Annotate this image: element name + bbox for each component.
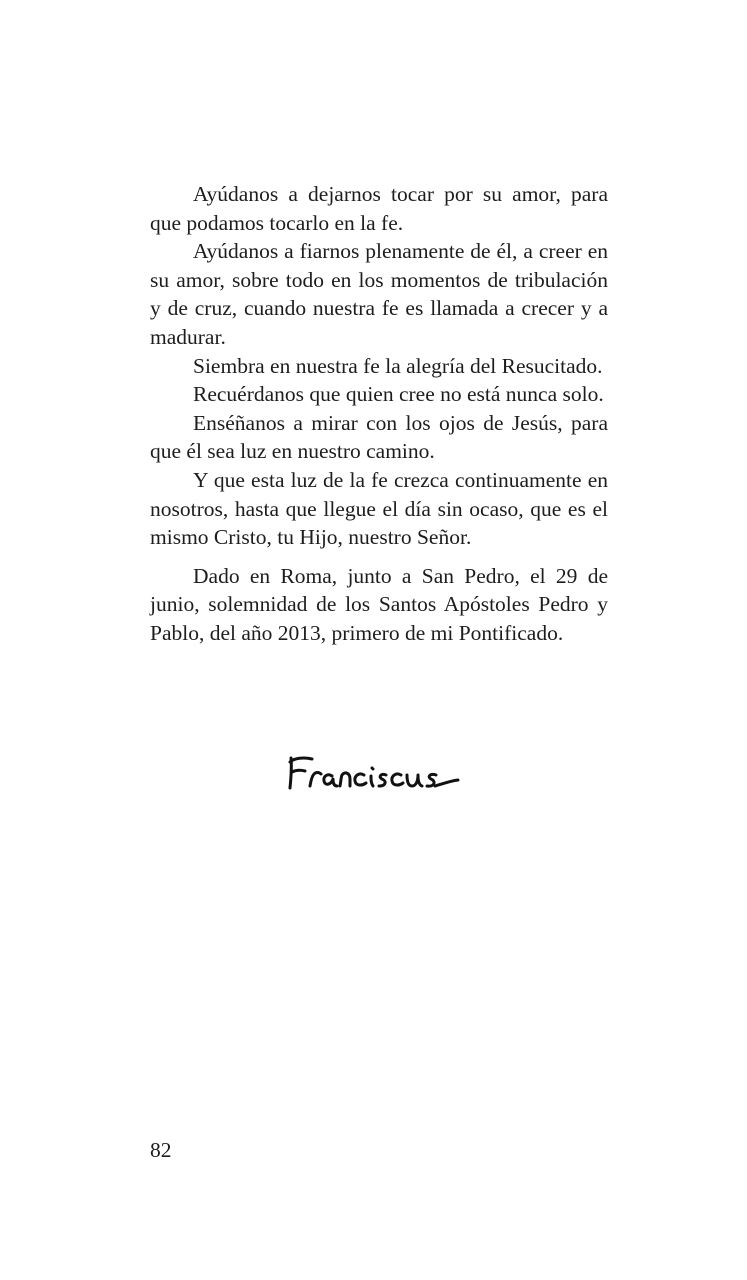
body-text xyxy=(150,180,608,648)
paragraph: Ayúdanos a fiarnos plenamente de él, a creer en su amor, sobre todo en los momentos de tribulación y de cruz, cuando nuestra fe es llamada a crecer y a madurar. xyxy=(150,239,608,349)
paragraph: Ayúdanos a dejarnos tocar por su amor, para que podamos tocarlo en la fe. xyxy=(150,182,608,235)
signature-graphic xyxy=(282,748,472,798)
page-number: 82 xyxy=(150,1138,172,1162)
closing-paragraph: Dado en Roma, junto a San Pedro, el 29 de junio, solemnidad de los Santos Apóstoles Pedro y Pablo, del año 2013, primero de mi Pontificado. xyxy=(150,563,608,645)
paragraph: Enséñanos a mirar con los ojos de Jesús, para que él sea luz en nuestro camino. xyxy=(150,410,608,464)
paragraph: Y que esta luz de la fe crezca continuamente en nosotros, hasta que llegue el día sin ocaso, que es el mismo Cristo, tu Hijo, nuestro Señor. xyxy=(150,467,608,550)
paragraph: Siembra en nuestra fe la alegría del Resucitado. xyxy=(193,353,603,378)
handwritten-signature xyxy=(282,748,472,798)
paragraph: Recuérdanos que quien cree no está nunca solo. xyxy=(193,382,604,407)
